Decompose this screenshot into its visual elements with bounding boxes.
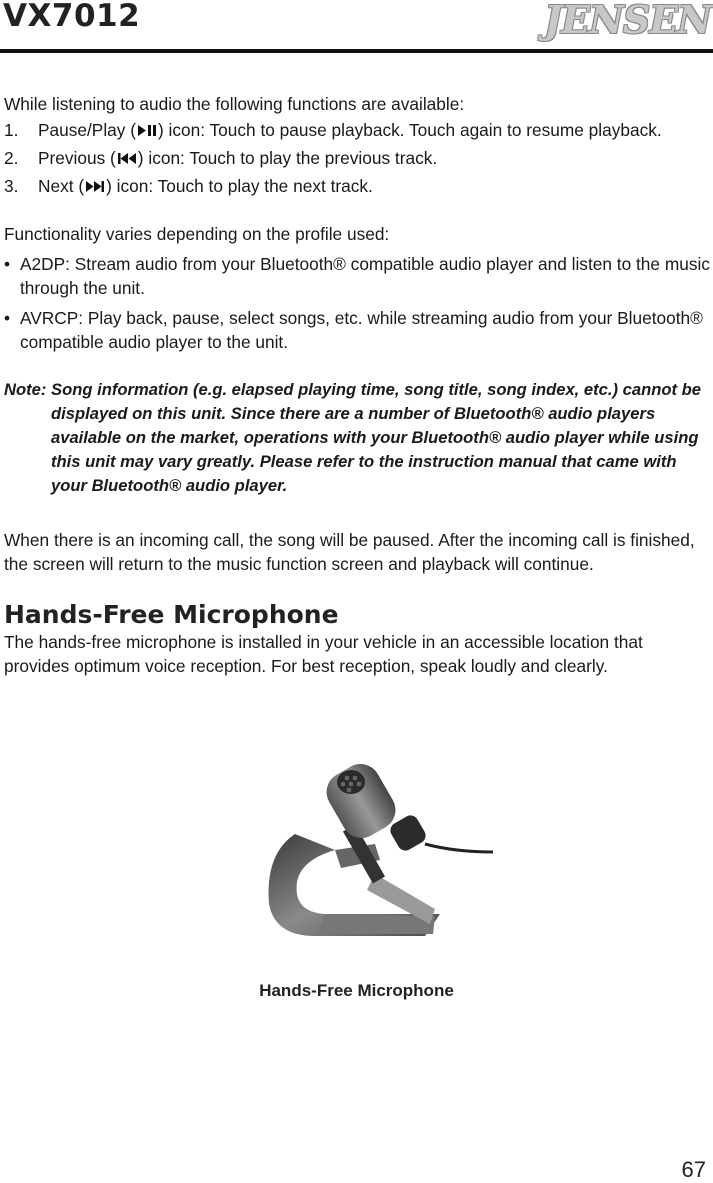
item-number: 2.: [4, 148, 19, 168]
page-content: [4, 92, 710, 678]
brand-logo: JENSEN: [544, 0, 711, 42]
item-name: Previous (: [38, 148, 116, 168]
bullet: •: [4, 254, 11, 274]
profile-text: A2DP: Stream audio from your Bluetooth® compatible audio player and listen to the music through the unit.: [20, 254, 710, 298]
incoming-call-paragraph: When there is an incoming call, the song will be paused. After the incoming call is finished, the screen will return to the music function screen and playback will continue.: [4, 530, 695, 574]
item-name: Pause/Play (: [38, 120, 136, 140]
item-name: Next (: [38, 176, 85, 196]
function-item-previous: [4, 146, 710, 170]
previous-track-icon: [116, 151, 138, 166]
model-number: VX7012: [3, 0, 141, 34]
function-item-next: [4, 174, 710, 198]
play-pause-icon: [136, 123, 158, 138]
note-text: Song information (e.g. elapsed playing time, song title, song index, etc.) cannot be displayed on this unit. Since there are a number of Bluetooth® audio players available on the market, operations with your Bluetooth® audio player while using this unit may vary greatly. Please refer to the instruction manual that came with your Bluetooth® audio player.: [51, 380, 701, 495]
functions-intro: While listening to audio the following functions are available:: [4, 94, 465, 114]
header-rule: [0, 49, 713, 53]
section-heading: Hands-Free Microphone: [4, 600, 339, 629]
note-block: [4, 378, 710, 498]
item-desc: ) icon: Touch to pause playback. Touch again to resume playback.: [157, 120, 662, 140]
profile-text: AVRCP: Play back, pause, select songs, etc. while streaming audio from your Bluetooth® compatible audio player to the unit.: [20, 308, 703, 352]
bullet: •: [4, 308, 11, 328]
note-label: Note:: [4, 380, 47, 399]
next-track-icon: [84, 179, 106, 194]
profile-intro: Functionality varies depending on the profile used:: [4, 224, 390, 244]
section-body: The hands-free microphone is installed in your vehicle in an accessible location that provides optimum voice reception. For best reception, speak loudly and clearly.: [4, 632, 643, 676]
profile-item-avrcp: [4, 306, 710, 354]
microphone-clip-icon: [255, 764, 495, 940]
item-desc: ) icon: Touch to play the previous track.: [137, 148, 438, 168]
item-number: 3.: [4, 176, 19, 196]
figure-caption: Hands-Free Microphone: [259, 981, 454, 1000]
item-number: 1.: [4, 120, 19, 140]
page-number: 67: [681, 1157, 706, 1182]
profile-item-a2dp: [4, 252, 710, 300]
item-desc: ) icon: Touch to play the next track.: [106, 176, 373, 196]
function-item-play-pause: [4, 118, 710, 142]
